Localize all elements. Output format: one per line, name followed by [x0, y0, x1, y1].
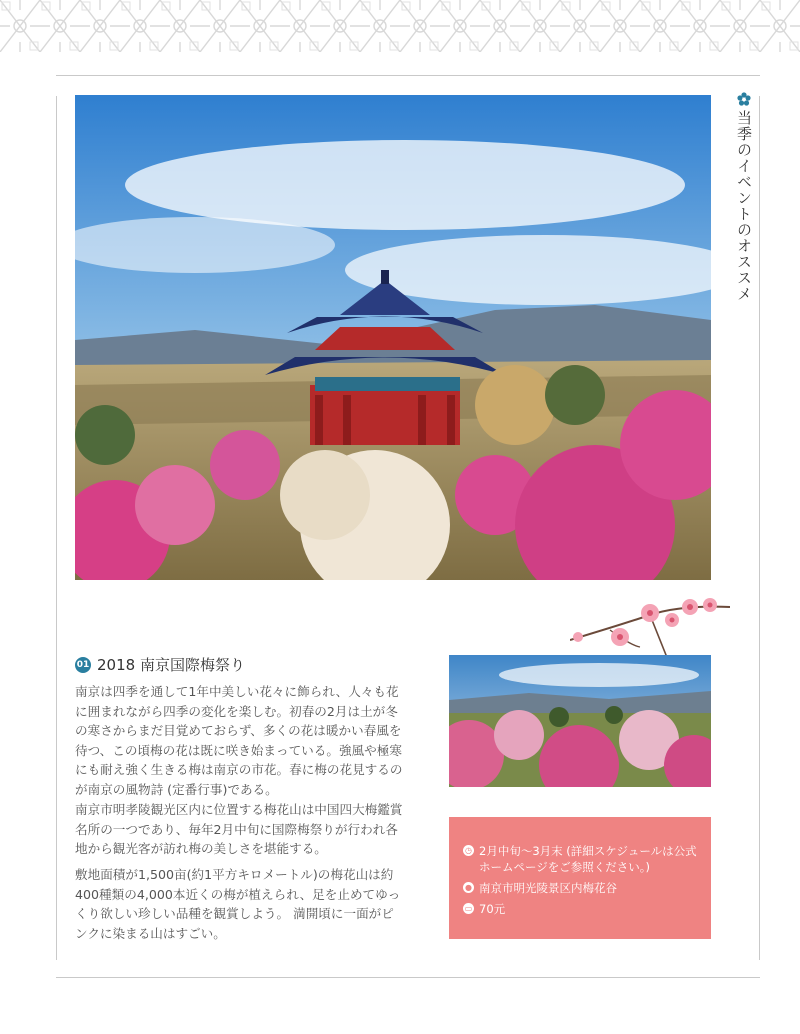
left-vertical-rule — [56, 96, 57, 960]
info-price-row — [463, 901, 701, 917]
info-period: 2月中旬～3月末 (詳細スケジュールは公式ホームページをご参照ください。) — [479, 844, 697, 874]
location-pin-icon: ● — [463, 882, 474, 893]
section-title — [75, 654, 245, 675]
ticket-icon: ▭ — [464, 903, 473, 913]
secondary-photo-plum-garden — [449, 655, 711, 787]
section-title-text: 2018 南京国際梅祭り — [97, 656, 245, 674]
event-info-box — [449, 817, 711, 939]
paragraph-location: 南京市明孝陵観光区内に位置する梅花山は中国四大梅鑑賞名所の一つであり、毎年2月中旬に国際梅祭りが行われ各地から観光客が訪れ梅の美しさを堪能する。 — [75, 802, 403, 857]
paragraph-details: 敷地面積が1,500亩(約1平方キロメートル)の梅花山は約400種類の4,000本近くの梅が植えられ、足を止めてゆっくり欲しい珍しい品種を観賞しよう。 満開頃に一面がピンクに染まる山はすごい。 — [75, 867, 401, 941]
right-vertical-rule — [759, 96, 760, 960]
info-location: 南京市明光陵景区内梅花谷 — [479, 881, 617, 895]
calendar-icon: ◷ — [463, 845, 474, 856]
info-price: 70元 — [479, 902, 506, 916]
bottom-divider — [56, 977, 760, 978]
info-period-row — [463, 843, 701, 875]
flower-icon — [737, 92, 751, 106]
side-heading — [732, 92, 756, 302]
main-photo-pavilion — [75, 95, 711, 580]
paragraph-intro: 南京は四季を通して1年中美しい花々に飾られ、人々も花に囲まれながら四季の変化を楽しむ。初春の2月は土が冬の寒さからまだ目覚めておらず、多くの花は暖かい春風を待つ、この頃梅の花は既に咲き始まっている。強風や極寒にも耐え強く生きる梅は南京の市花。春に梅の花見するのが南京の風物詩 (定番行事)である。 — [75, 684, 403, 797]
section-number-badge: 01 — [75, 657, 91, 673]
top-divider — [56, 75, 760, 76]
side-heading-text: 当季のイベントのオススメ — [735, 110, 753, 302]
info-location-row — [463, 880, 701, 896]
decorative-lattice-banner — [0, 0, 800, 52]
